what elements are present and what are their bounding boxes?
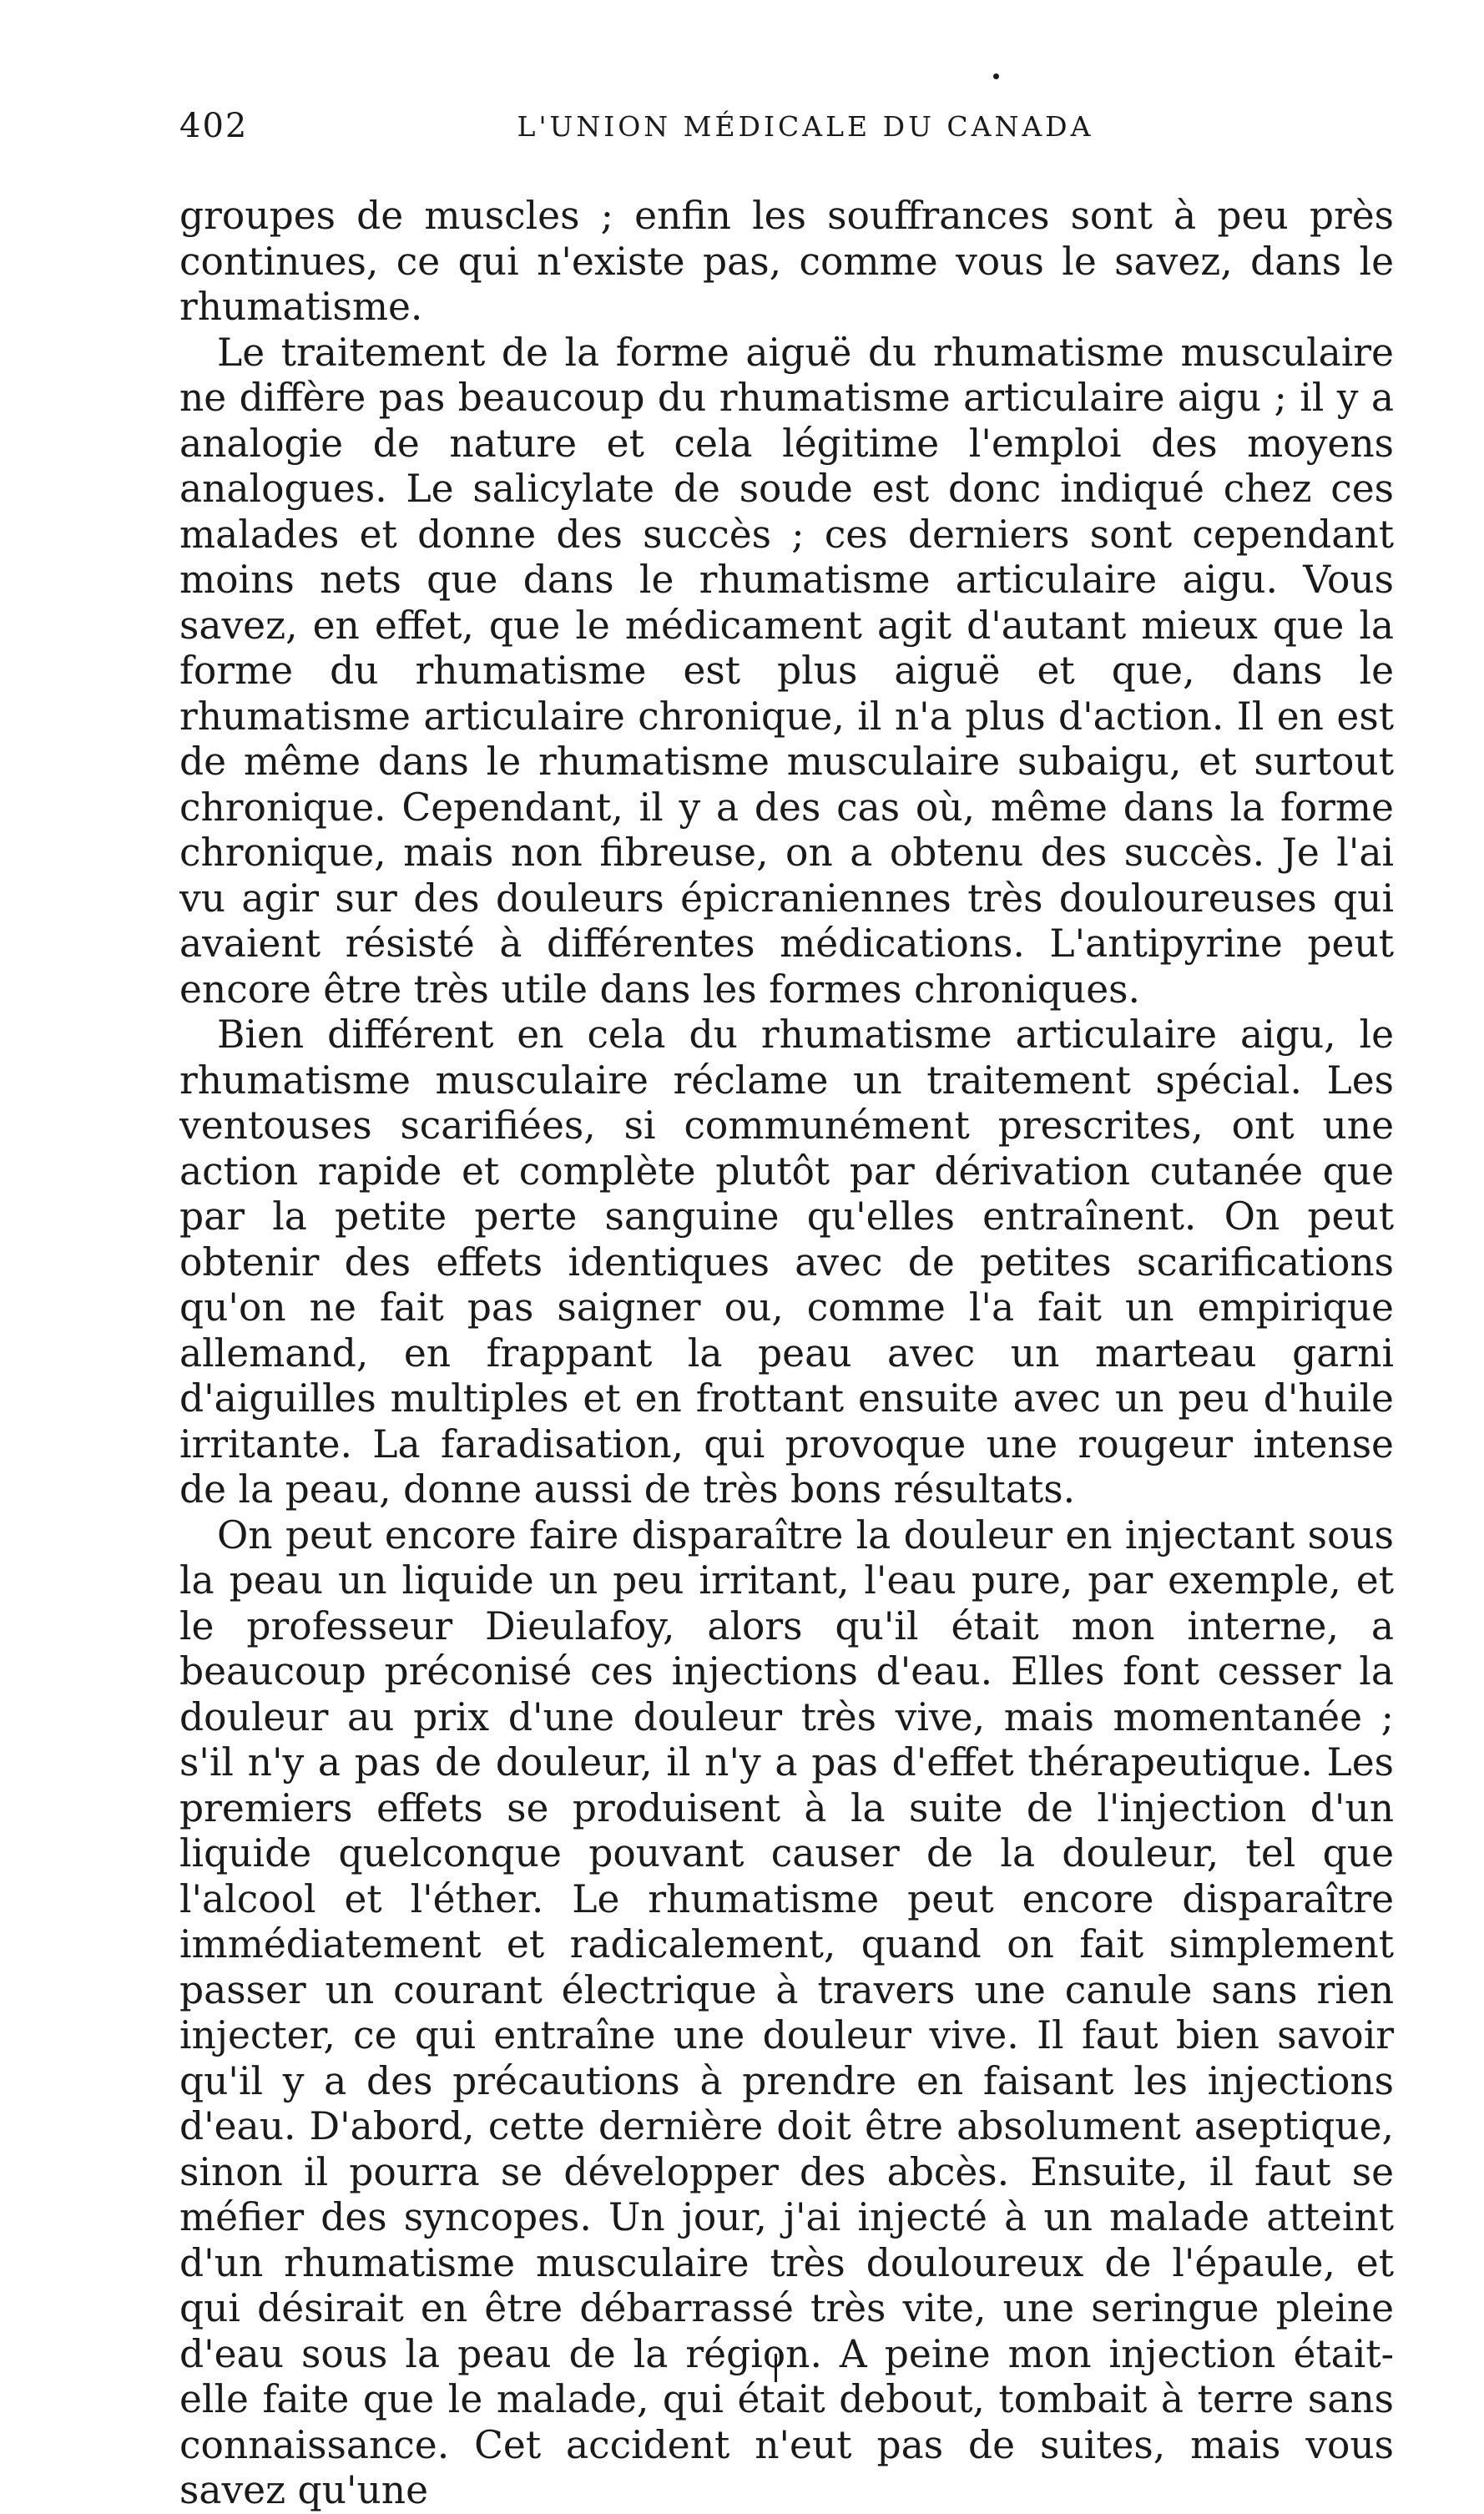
footer-tick-mark [775,2354,785,2382]
running-head: L'UNION MÉDICALE DU CANADA [517,110,1094,143]
paragraph-3: Bien différent en cela du rhumatisme articulaire aigu, le rhumatisme musculaire réclame un traitement spécial. Les ventouses scarifiées, si communément prescrites, ont une action rapide et complète plutôt par dérivation cutanée que par la petite perte sanguine qu'elles entraînent. On peut obtenir des effets identiques avec de petites scarifications qu'on ne fait pas saigner ou, comme l'a fait un empirique allemand, en frappant la peau avec un marteau garni d'aiguilles multiples et en frottant ensuite avec un peu d'huile irritante. La faradisation, qui provoque une rougeur intense de la peau, donne aussi de très bons résultats. [179,1012,1394,1512]
paragraph-4: On peut encore faire disparaître la douleur en injectant sous la peau un liquide un peu irritant, l'eau pure, par exemple, et le professeur Dieulafoy, alors qu'il était mon interne, a beaucoup préconisé ces injections d'eau. Elles font cesser la douleur au prix d'une douleur très vive, mais momentanée ; s'il n'y a pas de douleur, il n'y a pas d'effet thérapeutique. Les premiers effets se produisent à la suite de l'injection d'un liquide quelconque pouvant causer de la douleur, tel que l'alcool et l'éther. Le rhumatisme peut encore disparaître immédiatement et radicalement, quand on fait simplement passer un courant électrique à travers une canule sans rien injecter, ce qui entraîne une douleur vive. Il faut bien savoir qu'il y a des précautions à prendre en faisant les injections d'eau. D'abord, cette dernière doit être absolument aseptique, sinon il pourra se développer des abcès. Ensuite, il faut se méfier des syncopes. Un jour, j'ai injecté à un malade atteint d'un rhumatisme musculaire très douloureux de l'épaule, et qui désirait en être débarrassé très vite, une seringue pleine d'eau sous la peau de la région. A peine mon injection était-elle faite que le malade, qui était debout, tombait à terre sans connaissance. Cet accident n'eut pas de suites, mais vous savez qu'une [179,1512,1394,2512]
page-number: 402 [179,107,249,145]
paragraph-1: groupes de muscles ; enfin les souffrances sont à peu près continues, ce qui n'existe pas, comme vous le savez, dans le rhumatisme. [179,194,1394,329]
printer-dot-mark [993,73,999,79]
paragraph-2: Le traitement de la forme aiguë du rhumatisme musculaire ne diffère pas beaucoup du rhumatisme articulaire aigu ; il y a analogie de nature et cela légitime l'emploi des moyens analogues. Le salicylate de soude est donc indiqué chez ces malades et donne des succès ; ces derniers sont cependant moins nets que dans le rhumatisme articulaire aigu. Vous savez, en effet, que le médicament agit d'autant mieux que la forme du rhumatisme est plus aiguë et que, dans le rhumatisme articulaire chronique, il n'a plus d'action. Il en est de même dans le rhumatisme musculaire subaigu, et surtout chronique. Cependant, il y a des cas où, même dans la forme chronique, mais non fibreuse, on a obtenu des succès. Je l'ai vu agir sur des douleurs épicraniennes très douloureuses qui avaient résisté à différentes médications. L'antipyrine peut encore être très utile dans les formes chroniques. [179,330,1394,1012]
page-header [179,107,1398,157]
body-text [179,194,1394,2514]
